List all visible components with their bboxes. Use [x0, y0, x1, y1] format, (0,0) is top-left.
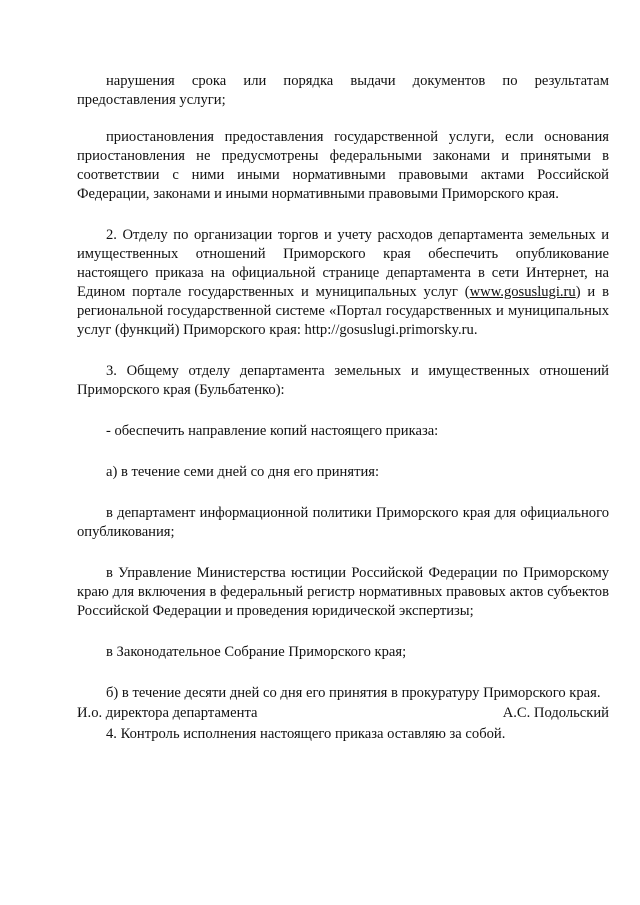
paragraph-info-policy-dept: в департамент информационной политики Приморского края для официального опубликования; [77, 505, 609, 540]
paragraph-suspension: приостановления предоставления государственной услуги, если основания приостановления не предусмотрены федеральными законами и принятыми в соответствии с ними иными нормативными правовыми актами Российской Федерации, законами и иными нормативными правовыми Приморского края. [77, 129, 609, 202]
paragraph-within-seven-days: а) в течение семи дней со дня его принятия: [106, 464, 380, 480]
gosuslugi-link[interactable]: www.gosuslugi.ru [469, 284, 576, 300]
signatory-name: А.С. Подольский [502, 705, 609, 721]
signature-block [77, 704, 609, 723]
document-body [77, 72, 609, 744]
paragraph-ministry-justice: в Управление Министерства юстиции Российской Федерации по Приморскому краю для включения в федеральный регистр нормативных правовых актов субъектов Российской Федерации и проведения юридической экспертизы; [77, 565, 609, 619]
paragraph-legislative-assembly: в Законодательное Собрание Приморского края; [106, 644, 407, 660]
signatory-position: И.о. директора департамента [77, 705, 258, 721]
paragraph-within-ten-days: б) в течение десяти дней со дня его принятия в прокуратуру Приморского края. [106, 685, 601, 701]
paragraph-send-copies: - обеспечить направление копий настоящего приказа: [106, 423, 439, 439]
paragraph-item-2-publication [77, 226, 609, 340]
paragraph-item-2-text-start: 2. Отделу по организации торгов и учету расходов департамента земельных и имущественных отношений Приморского края обеспечить опубликование настоящего приказа на официальной странице департамента в сети Интернет, на Едином портале государственных и муниципальных услуг ( [77, 227, 609, 300]
paragraph-item-4-control: 4. Контроль исполнения настоящего приказа оставляю за собой. [106, 726, 506, 742]
paragraph-item-2-text-end: ) и в региональной государственной системе «Портал государственных и муниципальных услуг (функций) Приморского края: http://gosuslugi.primorsky.ru. [77, 284, 610, 338]
paragraph-violation-deadline: нарушения срока или порядка выдачи документов по результатам предоставления услуги; [77, 73, 609, 108]
paragraph-item-3-general-dept: 3. Общему отделу департамента земельных и имущественных отношений Приморского края (Бульбатенко): [77, 363, 609, 398]
